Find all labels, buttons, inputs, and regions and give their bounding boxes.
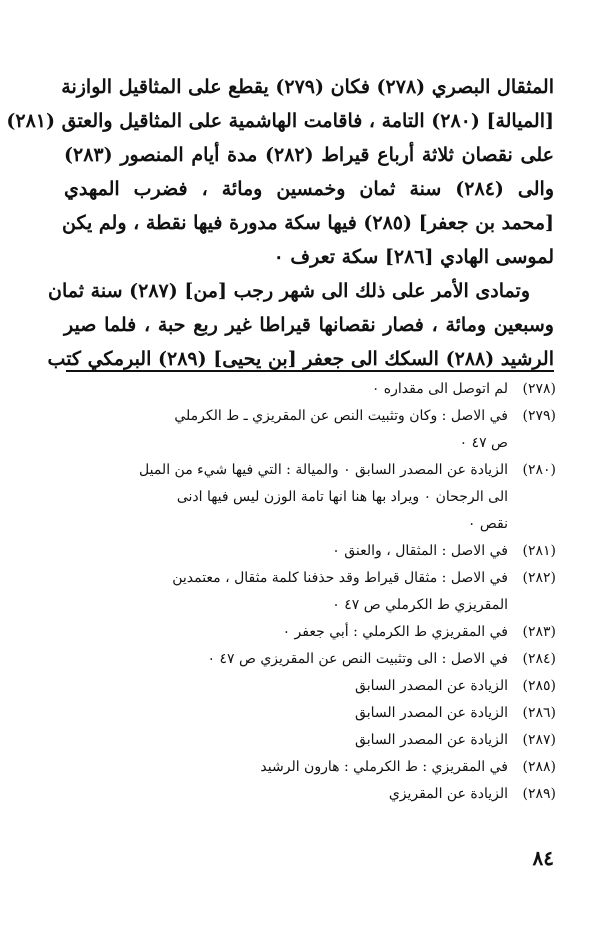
footnote-text: [56, 646, 508, 673]
footnote-line: في الاصل : المثقال ، والعنق ٠: [332, 543, 508, 559]
footnote-number: (٢٨٩): [522, 786, 556, 802]
footnote-number: (٢٨٠): [522, 462, 556, 478]
footnote-number: (٢٨٣): [522, 624, 556, 640]
footnote-number: (٢٨٤): [522, 651, 556, 667]
main-text-block: [6, 70, 555, 376]
footnote-line: في الاصل : مثقال قيراط وقد حذفنا كلمة مثقال ، معتمدين: [172, 570, 508, 586]
footnote-item: [56, 376, 556, 403]
footnote-item: [56, 538, 556, 565]
footnote-number: (٢٨١): [522, 543, 556, 559]
footnote-text: [56, 403, 508, 457]
footnote-line: لم اتوصل الى مقداره ٠: [371, 381, 508, 397]
page-number: ٨٤: [532, 846, 554, 870]
body-line: وسبعين ومائة ، فصار نقصانها قيراطا غير ربع حبة ، فلما صير: [64, 314, 554, 336]
body-line: على نقصان ثلاثة أرباع قيراط (٢٨٢) مدة أيام المنصور (٢٨٣): [64, 144, 554, 166]
footnotes-list: [56, 376, 556, 808]
body-line: والى (٢٨٤) سنة ثمان وخمسين ومائة ، فضرب المهدي: [64, 178, 555, 200]
body-line: [محمد بن جعفر] (٢٨٥) فيها سكة مدورة فيها نقطة ، ولم يكن: [62, 212, 554, 234]
footnote-text: [56, 619, 508, 646]
body-line: [الميالة] (٢٨٠) التامة ، فاقامت الهاشمية على المثاقيل والعتق (٢٨١): [6, 110, 554, 132]
body-line: الرشيد (٢٨٨) السكك الى جعفر [بن يحيى] (٢٨٩) البرمكي كتب: [47, 348, 554, 370]
body-line: وتمادى الأمر على ذلك الى شهر رجب [من] (٢٨٧) سنة ثمان: [48, 280, 530, 302]
footnote-text: [56, 538, 508, 565]
footnote-number: (٢٨٦): [522, 705, 556, 721]
footnote-line: نقص ٠: [467, 516, 508, 532]
footnote-number: (٢٨٢): [522, 570, 556, 586]
footnote-item: [56, 457, 556, 538]
footnote-item: [56, 403, 556, 457]
footnote-item: [56, 673, 556, 700]
footnote-number: (٢٧٩): [522, 408, 556, 424]
footnote-line: الزيادة عن المصدر السابق: [355, 705, 508, 721]
footnote-text: [56, 727, 508, 754]
footnote-line: الزيادة عن المقريزي: [388, 786, 508, 802]
footnote-line: في المقريزي : ط الكرملي : هارون الرشيد: [260, 759, 508, 775]
footnote-item: [56, 754, 556, 781]
footnote-line: المقريزي ط الكرملي ص ٤٧ ٠: [332, 597, 508, 613]
footnote-number: (٢٨٥): [522, 678, 556, 694]
footnote-item: [56, 646, 556, 673]
footnote-line: في المقريزي ط الكرملي : أبي جعفر ٠: [282, 624, 508, 640]
footnote-item: [56, 565, 556, 619]
footnote-line: الزيادة عن المصدر السابق ٠ والميالة : التي فيها شيء من الميل: [139, 462, 508, 478]
footnote-text: [56, 754, 508, 781]
footnote-number: (٢٧٨): [522, 381, 556, 397]
footnote-line: الزيادة عن المصدر السابق: [355, 732, 508, 748]
body-line: لموسى الهادي [٢٨٦] سكة تعرف ٠: [273, 246, 554, 268]
body-line: المثقال البصري (٢٧٨) فكان (٢٧٩) يقطع على المثاقيل الوازنة: [61, 76, 554, 98]
footnote-number: (٢٨٧): [522, 732, 556, 748]
footnote-text: [56, 781, 508, 808]
footnote-line: في الاصل : وكان وتثبيت النص عن المقريزي ـ ط الكرملي: [174, 408, 508, 424]
footnote-text: [56, 700, 508, 727]
footnote-item: [56, 727, 556, 754]
footnote-item: [56, 619, 556, 646]
footnote-line: الى الرجحان ٠ ويراد بها هنا انها تامة الوزن ليس فيها ادنى: [176, 489, 508, 505]
footnote-text: [56, 673, 508, 700]
footnote-line: في الاصل : الى وتثبيت النص عن المقريزي ص ٤٧ ٠: [207, 651, 508, 667]
footnote-text: [56, 565, 508, 619]
footnote-number: (٢٨٨): [522, 759, 556, 775]
footnote-text: [56, 376, 508, 403]
footnote-divider: [66, 370, 554, 372]
footnote-item: [56, 781, 556, 808]
footnote-text: [56, 457, 508, 538]
footnote-line: ص ٤٧ ٠: [459, 435, 508, 451]
footnote-item: [56, 700, 556, 727]
footnote-line: الزيادة عن المصدر السابق: [355, 678, 508, 694]
